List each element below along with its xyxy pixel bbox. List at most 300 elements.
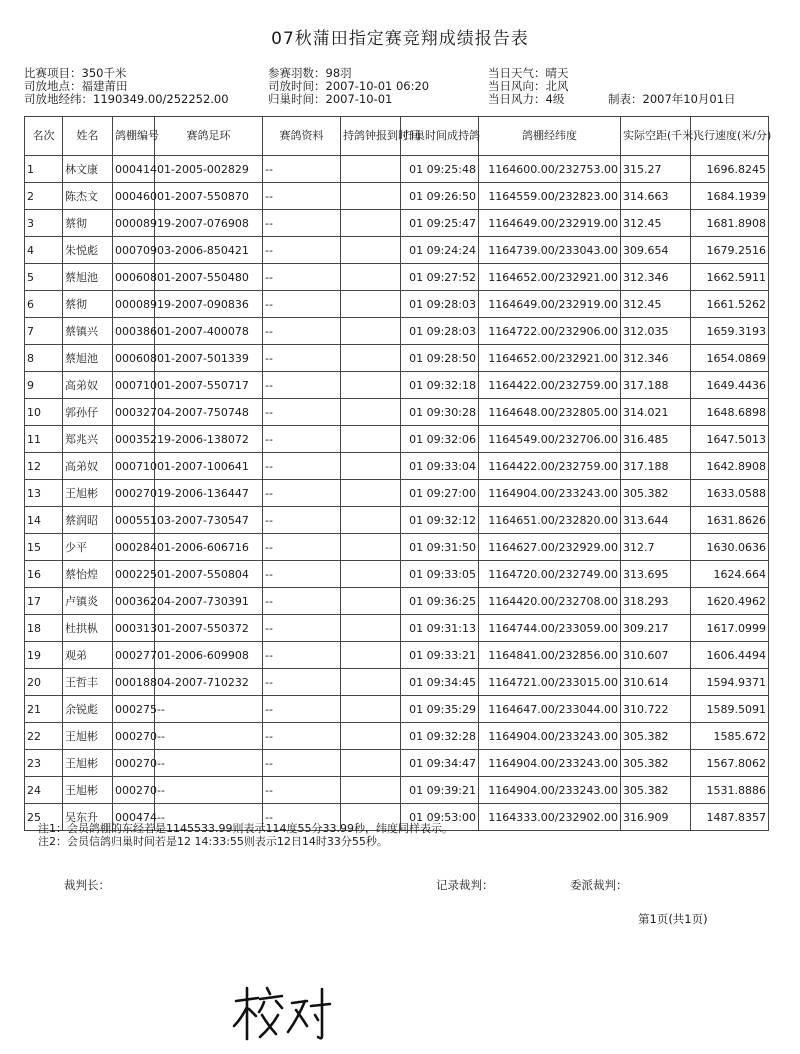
cell-name: 王旭彬 (63, 777, 113, 804)
cell-info: -- (263, 453, 341, 480)
cell-ring: 01-2005-002829 (155, 156, 263, 183)
entry-count: 参赛羽数：98羽 (268, 66, 352, 80)
table-row (25, 399, 769, 426)
header-row (25, 117, 769, 156)
cell-name: 蔡润昭 (63, 507, 113, 534)
cell-info: -- (263, 588, 341, 615)
cell-distance: 312.7 (621, 534, 691, 561)
cell-name: 王旭彬 (63, 723, 113, 750)
table-row (25, 642, 769, 669)
cell-report (341, 210, 401, 237)
cell-coords: 1164904.00/233243.00 (479, 750, 621, 777)
cell-distance: 309.217 (621, 615, 691, 642)
cell-speed: 1684.1939 (691, 183, 769, 210)
cell-loft: 000270 (113, 777, 155, 804)
cell-report (341, 750, 401, 777)
table-row (25, 345, 769, 372)
cell-info: -- (263, 318, 341, 345)
cell-loft: 000327 (113, 399, 155, 426)
cell-coords: 1164904.00/233243.00 (479, 777, 621, 804)
cell-arrival: 01 09:27:52 (401, 264, 479, 291)
cell-coords: 1164904.00/233243.00 (479, 480, 621, 507)
table-row (25, 507, 769, 534)
cell-loft: 000313 (113, 615, 155, 642)
cell-distance: 305.382 (621, 777, 691, 804)
cell-name: 林文康 (63, 156, 113, 183)
cell-name: 郑兆兴 (63, 426, 113, 453)
cell-speed: 1662.5911 (691, 264, 769, 291)
cell-info: -- (263, 345, 341, 372)
cell-coords: 1164647.00/233044.00 (479, 696, 621, 723)
made-date: 制表：2007年10月01日 (608, 92, 736, 106)
cell-loft: 000188 (113, 669, 155, 696)
cell-info: -- (263, 507, 341, 534)
cell-report (341, 372, 401, 399)
cell-distance: 305.382 (621, 750, 691, 777)
cell-report (341, 291, 401, 318)
cell-ring: -- (155, 750, 263, 777)
cell-speed: 1647.5013 (691, 426, 769, 453)
cell-arrival: 01 09:39:21 (401, 777, 479, 804)
cell-report (341, 696, 401, 723)
info-left (24, 67, 229, 106)
cell-report (341, 561, 401, 588)
cell-distance: 314.021 (621, 399, 691, 426)
cell-speed: 1661.5262 (691, 291, 769, 318)
cell-loft: 000270 (113, 750, 155, 777)
cell-arrival: 01 09:33:04 (401, 453, 479, 480)
cell-name: 蔡旭池 (63, 345, 113, 372)
table-row (25, 156, 769, 183)
header-ring: 赛鸽足环 (155, 117, 263, 156)
cell-coords: 1164649.00/232919.00 (479, 210, 621, 237)
cell-speed: 1631.8626 (691, 507, 769, 534)
cell-coords: 1164652.00/232921.00 (479, 264, 621, 291)
cell-coords: 1164841.00/232856.00 (479, 642, 621, 669)
cell-info: -- (263, 210, 341, 237)
cell-coords: 1164648.00/232805.00 (479, 399, 621, 426)
cell-name: 余锐彪 (63, 696, 113, 723)
cell-ring: -- (155, 723, 263, 750)
cell-rank: 17 (25, 588, 63, 615)
cell-report (341, 777, 401, 804)
cell-name: 王旭彬 (63, 480, 113, 507)
cell-report (341, 588, 401, 615)
assigned-referee-label: 委派裁判： (570, 878, 628, 892)
cell-distance: 312.45 (621, 210, 691, 237)
cell-loft: 000551 (113, 507, 155, 534)
cell-speed: 1617.0999 (691, 615, 769, 642)
cell-coords: 1164559.00/232823.00 (479, 183, 621, 210)
cell-loft: 000460 (113, 183, 155, 210)
note-2: 注2：会员信鸽归巢时间若是12 14:33:55则表示12日14时33分55秒。 (38, 835, 388, 848)
cell-distance: 310.722 (621, 696, 691, 723)
cell-coords: 1164422.00/232759.00 (479, 453, 621, 480)
header-coordinates: 鸽棚经纬度 (479, 117, 621, 156)
cell-rank: 15 (25, 534, 63, 561)
cell-report (341, 318, 401, 345)
cell-rank: 23 (25, 750, 63, 777)
cell-arrival: 01 09:34:45 (401, 669, 479, 696)
cell-report (341, 534, 401, 561)
recorder-label: 记录裁判： (436, 878, 494, 892)
table-row (25, 183, 769, 210)
weather: 当日天气：晴天 (488, 66, 569, 80)
cell-distance: 310.614 (621, 669, 691, 696)
cell-rank: 13 (25, 480, 63, 507)
cell-rank: 21 (25, 696, 63, 723)
cell-arrival: 01 09:26:50 (401, 183, 479, 210)
cell-ring: -- (155, 696, 263, 723)
cell-report (341, 669, 401, 696)
race-item: 比赛项目：350千米 (24, 66, 127, 80)
cell-name: 少平 (63, 534, 113, 561)
cell-arrival: 01 09:32:18 (401, 372, 479, 399)
cell-report (341, 183, 401, 210)
table-row (25, 372, 769, 399)
cell-info: -- (263, 183, 341, 210)
handwritten-mark (232, 985, 332, 1041)
cell-info: -- (263, 426, 341, 453)
cell-info: -- (263, 777, 341, 804)
cell-ring: 03-2007-730547 (155, 507, 263, 534)
cell-distance: 315.27 (621, 156, 691, 183)
release-location: 司放地点：福建莆田 (24, 79, 128, 93)
cell-rank: 19 (25, 642, 63, 669)
cell-arrival: 01 09:32:28 (401, 723, 479, 750)
cell-speed: 1649.4436 (691, 372, 769, 399)
cell-arrival: 01 09:31:50 (401, 534, 479, 561)
cell-loft: 000386 (113, 318, 155, 345)
cell-loft: 000414 (113, 156, 155, 183)
cell-info: -- (263, 372, 341, 399)
cell-rank: 3 (25, 210, 63, 237)
cell-rank: 4 (25, 237, 63, 264)
cell-name: 蔡彻 (63, 210, 113, 237)
cell-arrival: 01 09:28:50 (401, 345, 479, 372)
cell-ring: 04-2007-710232 (155, 669, 263, 696)
cell-distance: 316.485 (621, 426, 691, 453)
cell-speed: 1585.672 (691, 723, 769, 750)
cell-info: -- (263, 561, 341, 588)
cell-ring: 01-2007-550717 (155, 372, 263, 399)
cell-rank: 20 (25, 669, 63, 696)
cell-speed: 1696.8245 (691, 156, 769, 183)
cell-ring: 01-2007-550480 (155, 264, 263, 291)
cell-info: -- (263, 480, 341, 507)
release-time: 司放时间：2007-10-01 06:20 (268, 79, 430, 93)
cell-coords: 1164549.00/232706.00 (479, 426, 621, 453)
cell-report (341, 615, 401, 642)
cell-loft: 000277 (113, 642, 155, 669)
cell-distance: 312.346 (621, 264, 691, 291)
cell-distance: 314.663 (621, 183, 691, 210)
cell-arrival: 01 09:28:03 (401, 291, 479, 318)
info-right (488, 67, 569, 106)
cell-name: 蔡彻 (63, 291, 113, 318)
table-row (25, 696, 769, 723)
cell-loft: 000608 (113, 345, 155, 372)
cell-speed: 1648.6898 (691, 399, 769, 426)
cell-rank: 16 (25, 561, 63, 588)
results-body (25, 156, 769, 831)
cell-report (341, 453, 401, 480)
cell-loft: 000362 (113, 588, 155, 615)
cell-speed: 1606.4494 (691, 642, 769, 669)
cell-loft: 000270 (113, 723, 155, 750)
cell-report (341, 399, 401, 426)
cell-distance: 318.293 (621, 588, 691, 615)
cell-info: -- (263, 615, 341, 642)
cell-rank: 1 (25, 156, 63, 183)
cell-rank: 25 (25, 804, 63, 831)
cell-arrival: 01 09:24:24 (401, 237, 479, 264)
cell-rank: 8 (25, 345, 63, 372)
cell-rank: 7 (25, 318, 63, 345)
cell-coords: 1164722.00/232906.00 (479, 318, 621, 345)
header-report-time: 持鸽钟报到时间 (341, 117, 401, 156)
cell-loft: 000710 (113, 372, 155, 399)
cell-arrival: 01 09:28:03 (401, 318, 479, 345)
cell-arrival: 01 09:31:13 (401, 615, 479, 642)
cell-speed: 1681.8908 (691, 210, 769, 237)
cell-arrival: 01 09:35:29 (401, 696, 479, 723)
cell-info: -- (263, 156, 341, 183)
cell-coords: 1164651.00/232820.00 (479, 507, 621, 534)
cell-coords: 1164652.00/232921.00 (479, 345, 621, 372)
table-row (25, 453, 769, 480)
cell-speed: 1630.0636 (691, 534, 769, 561)
cell-ring: 04-2007-730391 (155, 588, 263, 615)
cell-ring: -- (155, 777, 263, 804)
cell-ring: 01-2007-400078 (155, 318, 263, 345)
cell-coords: 1164744.00/233059.00 (479, 615, 621, 642)
cell-ring: 01-2007-100641 (155, 453, 263, 480)
results-table (24, 116, 772, 831)
cell-distance: 312.346 (621, 345, 691, 372)
cell-ring: 03-2006-850421 (155, 237, 263, 264)
release-coordinates: 司放地经纬：1190349.00/252252.00 (24, 92, 229, 106)
table-row (25, 669, 769, 696)
cell-report (341, 426, 401, 453)
header-speed: 飞行速度(米/分) (691, 117, 769, 156)
cell-ring: 01-2007-550804 (155, 561, 263, 588)
cell-arrival: 01 09:53:00 (401, 804, 479, 831)
header-arrival-time: 归巢时间成持鸽 (401, 117, 479, 156)
table-row (25, 291, 769, 318)
cell-coords: 1164721.00/233015.00 (479, 669, 621, 696)
cell-ring: 01-2007-550870 (155, 183, 263, 210)
table-row (25, 210, 769, 237)
header-info: 赛鸽资料 (263, 117, 341, 156)
cell-distance: 317.188 (621, 372, 691, 399)
cell-info: -- (263, 534, 341, 561)
cell-info: -- (263, 291, 341, 318)
cell-name: 吴东升 (63, 804, 113, 831)
cell-speed: 1531.8886 (691, 777, 769, 804)
cell-speed: 1654.0869 (691, 345, 769, 372)
cell-ring: 19-2006-136447 (155, 480, 263, 507)
cell-ring: -- (155, 804, 263, 831)
cell-info: -- (263, 750, 341, 777)
cell-report (341, 642, 401, 669)
table-row (25, 723, 769, 750)
cell-coords: 1164649.00/232919.00 (479, 291, 621, 318)
cell-coords: 1164904.00/233243.00 (479, 723, 621, 750)
cell-distance: 309.654 (621, 237, 691, 264)
header-distance: 实际空距(千米) (621, 117, 691, 156)
cell-rank: 12 (25, 453, 63, 480)
cell-speed: 1567.8062 (691, 750, 769, 777)
cell-loft: 000225 (113, 561, 155, 588)
cell-distance: 316.909 (621, 804, 691, 831)
cell-rank: 9 (25, 372, 63, 399)
cell-arrival: 01 09:36:25 (401, 588, 479, 615)
cell-loft: 000270 (113, 480, 155, 507)
note-1: 注1：会员鸽棚的东经若是1145533.99则表示114度55分33.99秒，纬度同样表示。 (38, 822, 453, 835)
cell-name: 陈杰文 (63, 183, 113, 210)
return-time: 归巢时间：2007-10-01 (268, 92, 393, 106)
cell-loft: 000089 (113, 210, 155, 237)
cell-loft: 000709 (113, 237, 155, 264)
cell-rank: 14 (25, 507, 63, 534)
cell-info: -- (263, 669, 341, 696)
wind-direction: 当日风向：北风 (488, 79, 569, 93)
table-row (25, 237, 769, 264)
table-row (25, 480, 769, 507)
cell-rank: 18 (25, 615, 63, 642)
cell-ring: 04-2007-750748 (155, 399, 263, 426)
cell-distance: 312.035 (621, 318, 691, 345)
cell-info: -- (263, 723, 341, 750)
cell-arrival: 01 09:32:06 (401, 426, 479, 453)
cell-coords: 1164422.00/232759.00 (479, 372, 621, 399)
cell-coords: 1164627.00/232929.00 (479, 534, 621, 561)
cell-report (341, 723, 401, 750)
table-row (25, 534, 769, 561)
table-row (25, 264, 769, 291)
cell-speed: 1487.8357 (691, 804, 769, 831)
cell-speed: 1594.9371 (691, 669, 769, 696)
table-row (25, 561, 769, 588)
cell-loft: 000089 (113, 291, 155, 318)
cell-arrival: 01 09:33:21 (401, 642, 479, 669)
cell-loft: 000275 (113, 696, 155, 723)
cell-loft: 000284 (113, 534, 155, 561)
header-rank: 名次 (25, 117, 63, 156)
cell-name: 蔡怡煌 (63, 561, 113, 588)
cell-speed: 1642.8908 (691, 453, 769, 480)
cell-info: -- (263, 399, 341, 426)
cell-ring: 01-2007-501339 (155, 345, 263, 372)
info-middle (268, 67, 429, 106)
cell-name: 观弟 (63, 642, 113, 669)
cell-ring: 19-2007-076908 (155, 210, 263, 237)
cell-speed: 1633.0588 (691, 480, 769, 507)
cell-name: 蔡旭池 (63, 264, 113, 291)
cell-name: 王旭彬 (63, 750, 113, 777)
cell-arrival: 01 09:25:47 (401, 210, 479, 237)
cell-arrival: 01 09:34:47 (401, 750, 479, 777)
cell-info: -- (263, 804, 341, 831)
cell-arrival: 01 09:30:28 (401, 399, 479, 426)
cell-coords: 1164420.00/232708.00 (479, 588, 621, 615)
cell-coords: 1164720.00/232749.00 (479, 561, 621, 588)
cell-speed: 1679.2516 (691, 237, 769, 264)
cell-name: 杜拱枞 (63, 615, 113, 642)
table-row (25, 318, 769, 345)
table-row (25, 615, 769, 642)
cell-info: -- (263, 264, 341, 291)
page-number: 第1页(共1页) (638, 912, 708, 926)
table-row (25, 426, 769, 453)
cell-distance: 305.382 (621, 723, 691, 750)
cell-speed: 1620.4962 (691, 588, 769, 615)
cell-coords: 1164333.00/232902.00 (479, 804, 621, 831)
cell-rank: 22 (25, 723, 63, 750)
cell-report (341, 237, 401, 264)
chief-referee-label: 裁判长： (64, 878, 110, 892)
cell-speed: 1659.3193 (691, 318, 769, 345)
cell-info: -- (263, 237, 341, 264)
cell-rank: 24 (25, 777, 63, 804)
cell-ring: 19-2006-138072 (155, 426, 263, 453)
cell-distance: 313.644 (621, 507, 691, 534)
notes (38, 822, 453, 848)
cell-name: 蔡镇兴 (63, 318, 113, 345)
cell-distance: 317.188 (621, 453, 691, 480)
cell-name: 卢镇炎 (63, 588, 113, 615)
cell-loft: 000710 (113, 453, 155, 480)
cell-info: -- (263, 642, 341, 669)
cell-distance: 312.45 (621, 291, 691, 318)
cell-arrival: 01 09:32:12 (401, 507, 479, 534)
cell-info: -- (263, 696, 341, 723)
cell-rank: 11 (25, 426, 63, 453)
table-row (25, 750, 769, 777)
cell-arrival: 01 09:27:00 (401, 480, 479, 507)
cell-rank: 6 (25, 291, 63, 318)
cell-distance: 313.695 (621, 561, 691, 588)
cell-name: 高弟奴 (63, 372, 113, 399)
report-title: 07秋蒲田指定赛竞翔成绩报告表 (271, 29, 529, 49)
cell-ring: 19-2007-090836 (155, 291, 263, 318)
table-row (25, 588, 769, 615)
cell-rank: 2 (25, 183, 63, 210)
cell-rank: 10 (25, 399, 63, 426)
cell-name: 郭孙仔 (63, 399, 113, 426)
header-loft: 鸽棚编号 (113, 117, 155, 156)
cell-report (341, 345, 401, 372)
cell-report (341, 507, 401, 534)
cell-name: 高弟奴 (63, 453, 113, 480)
cell-speed: 1589.5091 (691, 696, 769, 723)
cell-distance: 305.382 (621, 480, 691, 507)
cell-name: 朱悦彪 (63, 237, 113, 264)
cell-coords: 1164600.00/232753.00 (479, 156, 621, 183)
cell-report (341, 264, 401, 291)
cell-report (341, 156, 401, 183)
wind-force: 当日风力：4级 (488, 92, 565, 106)
cell-ring: 01-2007-550372 (155, 615, 263, 642)
cell-distance: 310.607 (621, 642, 691, 669)
cell-loft: 000608 (113, 264, 155, 291)
cell-ring: 01-2006-606716 (155, 534, 263, 561)
cell-rank: 5 (25, 264, 63, 291)
cell-loft: 000474 (113, 804, 155, 831)
cell-coords: 1164739.00/233043.00 (479, 237, 621, 264)
cell-name: 王哲丰 (63, 669, 113, 696)
